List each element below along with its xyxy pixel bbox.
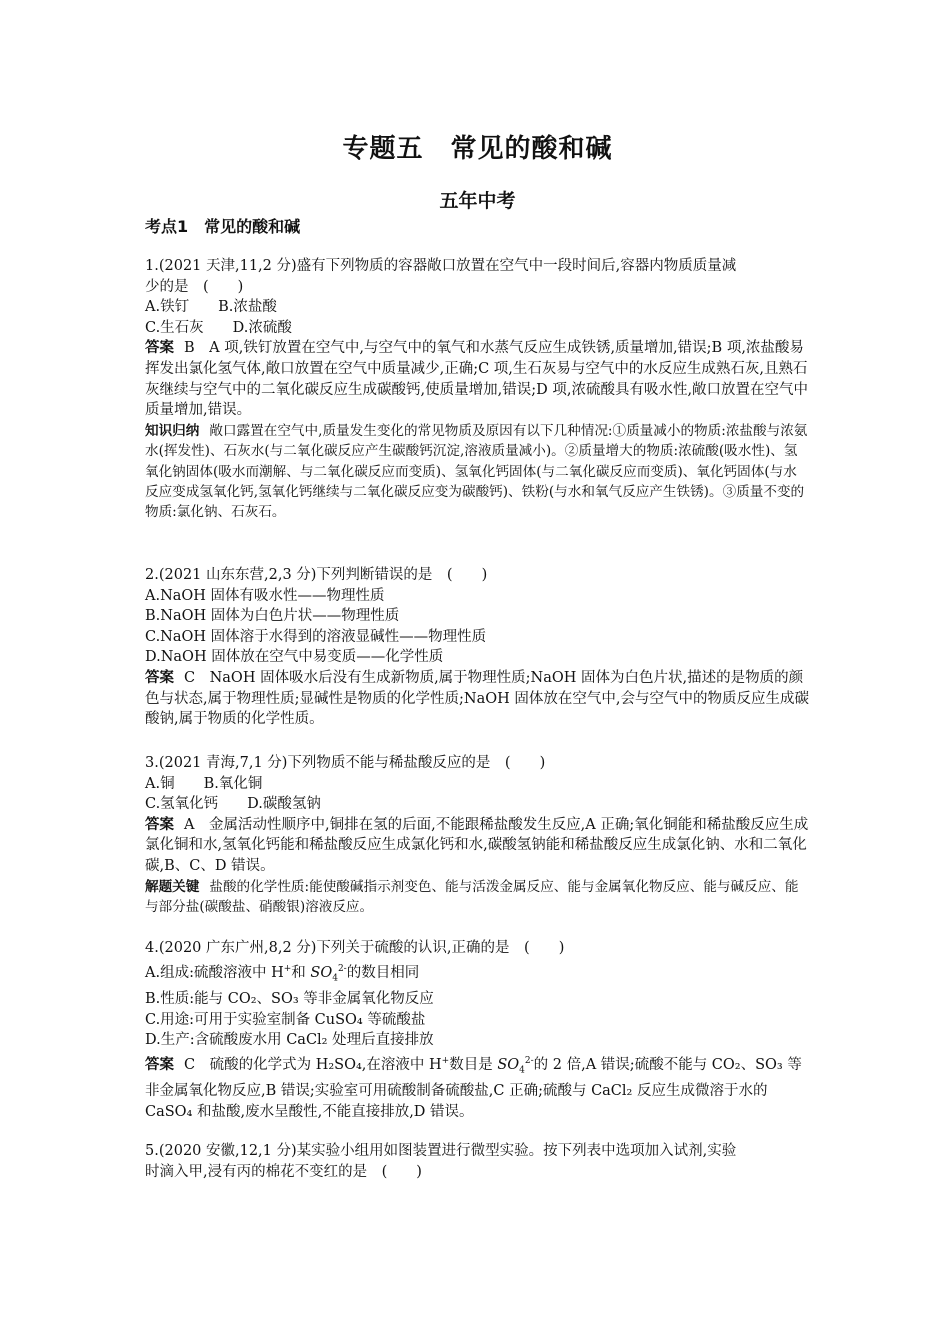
sulfate-ion-subscript: 4 <box>332 973 338 984</box>
question-2-option-c: C.NaOH 固体溶于水得到的溶液显碱性——物理性质 <box>145 628 487 645</box>
question-4-answer-pre: C 硫酸的化学式为 H₂SO₄,在溶液中 H <box>184 1056 442 1073</box>
sulfate-ion-base: SO <box>497 1056 520 1073</box>
question-3-key <box>145 877 810 918</box>
key-label: 解题关键 <box>145 878 200 895</box>
question-4-option-a <box>145 959 810 989</box>
question-4-option-a-pre: A.组成:硫酸溶液中 H <box>145 964 284 981</box>
answer-label: 答案 <box>145 669 174 686</box>
question-4-option-a-post: 的数目相同 <box>346 964 420 981</box>
question-2-option-a: A.NaOH 固体有吸水性——物理性质 <box>145 587 385 604</box>
question-4 <box>145 938 810 1122</box>
question-4-answer-mid: 数目是 <box>449 1056 498 1073</box>
sulfate-ion-charge: 2- <box>337 963 347 974</box>
question-3-options-ab: A.铜 B.氧化铜 <box>145 775 263 792</box>
question-1-answer <box>145 338 810 420</box>
question-5-stem-line2: 时滴入甲,浸有丙的棉花不变红的是 ( ) <box>145 1163 422 1180</box>
question-2-stem: 2.(2021 山东东营,2,3 分)下列判断错误的是 ( ) <box>145 567 488 583</box>
question-2-answer-text: C NaOH 固体吸水后没有生成新物质,属于物理性质;NaOH 固体为白色片状,描述的是物质的颜色与状态,属于物理性质;显碱性是物质的化学性质;NaOH 固体放在空气中,会与空气中的物质反应生成碳酸钠,属于物质的化学性质。 <box>145 669 809 728</box>
question-5 <box>145 1141 810 1182</box>
question-1-options-ab: A.铁钉 B.浓盐酸 <box>145 299 277 316</box>
question-1-answer-text: B A 项,铁钉放置在空气中,与空气中的氧气和水蒸气反应生成铁锈,质量增加,错误;B 项,浓盐酸易挥发出氯化氢气体,敞口放置在空气中质量减少,正确;C 项,生石灰易与空气中的水反应生成熟石灰,且熟石灰继续与空气中的二氧化碳反应生成碳酸钙,使质量增加,错误;D 项,浓硫酸具有吸水性,敞口放置在空气中质量增加,错误。 <box>145 340 809 419</box>
answer-label: 答案 <box>145 816 174 833</box>
question-4-stem: 4.(2020 广东广州,8,2 分)下列关于硫酸的认识,正确的是 ( ) <box>145 940 565 956</box>
question-1 <box>145 256 810 523</box>
sulfate-ion-charge: 2- <box>524 1055 534 1066</box>
question-3-stem: 3.(2021 青海,7,1 分)下列物质不能与稀盐酸反应的是 ( ) <box>145 755 546 771</box>
question-3-key-text: 盐酸的化学性质:能使酸碱指示剂变色、能与活泼金属反应、能与金属氧化物反应、能与碱反应、能与部分盐(碳酸盐、硝酸银)溶液反应。 <box>145 878 799 915</box>
question-4-option-d: D.生产:含硫酸废水用 CaCl₂ 处理后直接排放 <box>145 1032 434 1049</box>
question-3-answer-text: A 金属活动性顺序中,铜排在氢的后面,不能跟稀盐酸发生反应,A 正确;氧化铜能和稀盐酸反应生成氯化铜和水,氢氧化钙能和稀盐酸反应生成氯化钙和水,碳酸氢钠能和稀盐酸反应生成氯化钠、水和二氧化碳,B、C、D 错误。 <box>145 816 809 874</box>
question-1-stem-line2: 少的是 ( ) <box>145 278 244 295</box>
question-2 <box>145 565 810 730</box>
sulfate-ion <box>310 959 346 989</box>
question-3 <box>145 753 810 917</box>
question-2-answer <box>145 668 810 730</box>
question-3-options-cd: C.氢氧化钙 D.碳酸氢钠 <box>145 796 321 813</box>
page-title: 专题五 常见的酸和碱 <box>342 134 613 164</box>
section-heading: 考点1 常见的酸和碱 <box>145 217 301 236</box>
question-4-answer-post: 的 2 倍,A 错误;硫酸不能与 CO₂、SO₃ 等非金属氧化物反应,B 错误;实验室可用硫酸制备硫酸盐,C 正确;硫酸与 CaCl₂ 反应生成微溶于水的 CaSO₄ 和盐酸,废水呈酸性,不能直接排放,D 错误。 <box>145 1056 802 1120</box>
sulfate-ion-base: SO <box>310 964 333 981</box>
hydrogen-ion-charge: + <box>441 1055 450 1066</box>
question-4-answer <box>145 1051 810 1123</box>
question-4-option-a-mid: 和 <box>291 964 311 981</box>
answer-label: 答案 <box>145 1056 174 1073</box>
question-5-stem-line1: 5.(2020 安徽,12,1 分)某实验小组用如图装置进行微型实验。按下列表中选项加入试剂,实验 <box>145 1143 737 1159</box>
sulfate-ion-subscript: 4 <box>519 1065 525 1076</box>
question-2-option-b: B.NaOH 固体为白色片状——物理性质 <box>145 608 400 625</box>
question-2-option-d: D.NaOH 固体放在空气中易变质——化学性质 <box>145 649 444 666</box>
question-3-answer <box>145 815 810 877</box>
question-4-option-c: C.用途:可用于实验室制备 CuSO₄ 等硫酸盐 <box>145 1011 426 1028</box>
page-subtitle: 五年中考 <box>439 190 516 212</box>
question-1-options-cd: C.生石灰 D.浓硫酸 <box>145 319 292 336</box>
answer-label: 答案 <box>145 340 174 357</box>
sulfate-ion <box>497 1051 533 1081</box>
question-4-option-b: B.性质:能与 CO₂、SO₃ 等非金属氧化物反应 <box>145 990 434 1007</box>
question-1-stem-line1: 1.(2021 天津,11,2 分)盛有下列物质的容器敞口放置在空气中一段时间后,容器内物质质量减 <box>145 258 737 274</box>
question-1-note-text: 敞口露置在空气中,质量发生变化的常见物质及原因有以下几种情况:①质量减小的物质:浓盐酸与浓氨水(挥发性)、石灰水(与二氧化碳反应产生碳酸钙沉淀,溶液质量减小)。②质量增大的物质:浓硫酸(吸水性)、氢氧化钠固体(吸水而潮解、与二氧化碳反应而变质)、氢氧化钙固体(与二氧化碳反应而变质)、氧化钙固体(与水反应变成氢氧化钙,氢氧化钙继续与二氧化碳反应变为碳酸钙)、铁粉(与水和氧气反应产生铁锈)。③质量不变的物质:氯化钠、石灰石。 <box>145 422 808 521</box>
knowledge-label: 知识归纳 <box>145 422 200 439</box>
question-1-note <box>145 421 810 523</box>
hydrogen-ion-charge: + <box>283 963 292 974</box>
